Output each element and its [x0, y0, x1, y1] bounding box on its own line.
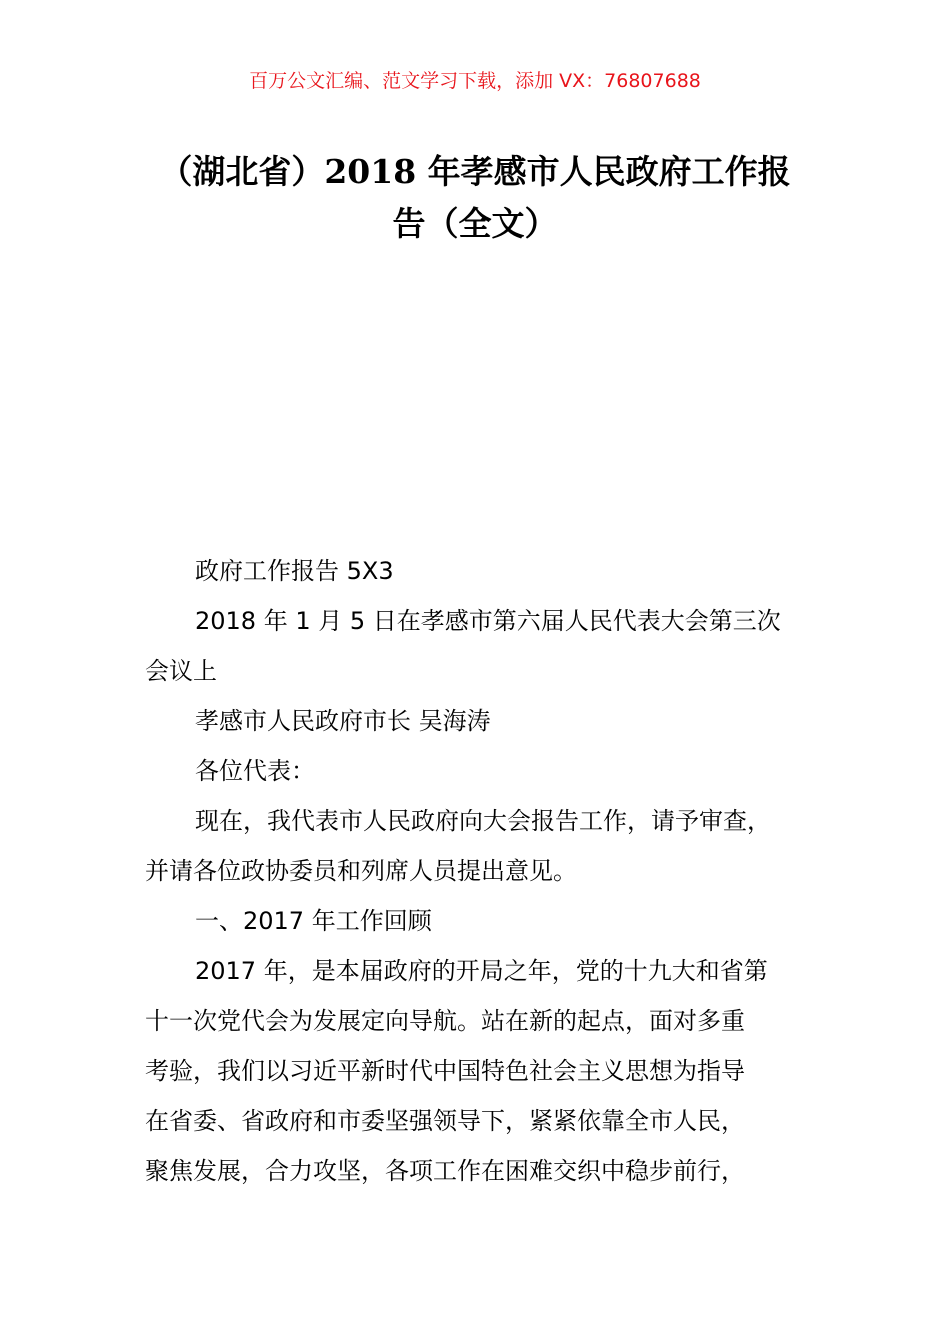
salutation: 各位代表： [195, 757, 315, 785]
paragraph-line: 十一次党代会为发展定向导航。站在新的起点，面对多重 [145, 1007, 745, 1035]
paragraph-line: 并请各位政协委员和列席人员提出意见。 [145, 857, 577, 885]
document-body [145, 546, 845, 1196]
paragraph-line: 考验，我们以习近平新时代中国特色社会主义思想为指导 [145, 1057, 745, 1085]
paragraph-line: 在省委、省政府和市委坚强领导下，紧紧依靠全市人民， [145, 1107, 745, 1135]
title-line-2: 告（全文） [392, 204, 558, 243]
section-heading: 一、2017 年工作回顾 [195, 907, 432, 935]
paragraph-line: 聚焦发展，合力攻坚，各项工作在困难交织中稳步前行， [145, 1157, 745, 1185]
paragraph-line: 2017 年，是本届政府的开局之年，党的十九大和省第 [195, 957, 768, 985]
report-subtitle: 政府工作报告 5X3 [195, 557, 394, 585]
document-title [0, 146, 950, 250]
speaker-line: 孝感市人民政府市长 吴海涛 [195, 707, 491, 735]
meeting-info-line-2: 会议上 [145, 657, 217, 685]
header-watermark-note: 百万公文汇编、范文学习下载，添加 VX：76807688 [249, 70, 701, 92]
paragraph-line: 现在，我代表市人民政府向大会报告工作，请予审查， [195, 807, 771, 835]
meeting-info-line-1: 2018 年 1 月 5 日在孝感市第六届人民代表大会第三次 [195, 607, 781, 635]
title-line-1: （湖北省）2018 年孝感市人民政府工作报 [159, 152, 791, 191]
